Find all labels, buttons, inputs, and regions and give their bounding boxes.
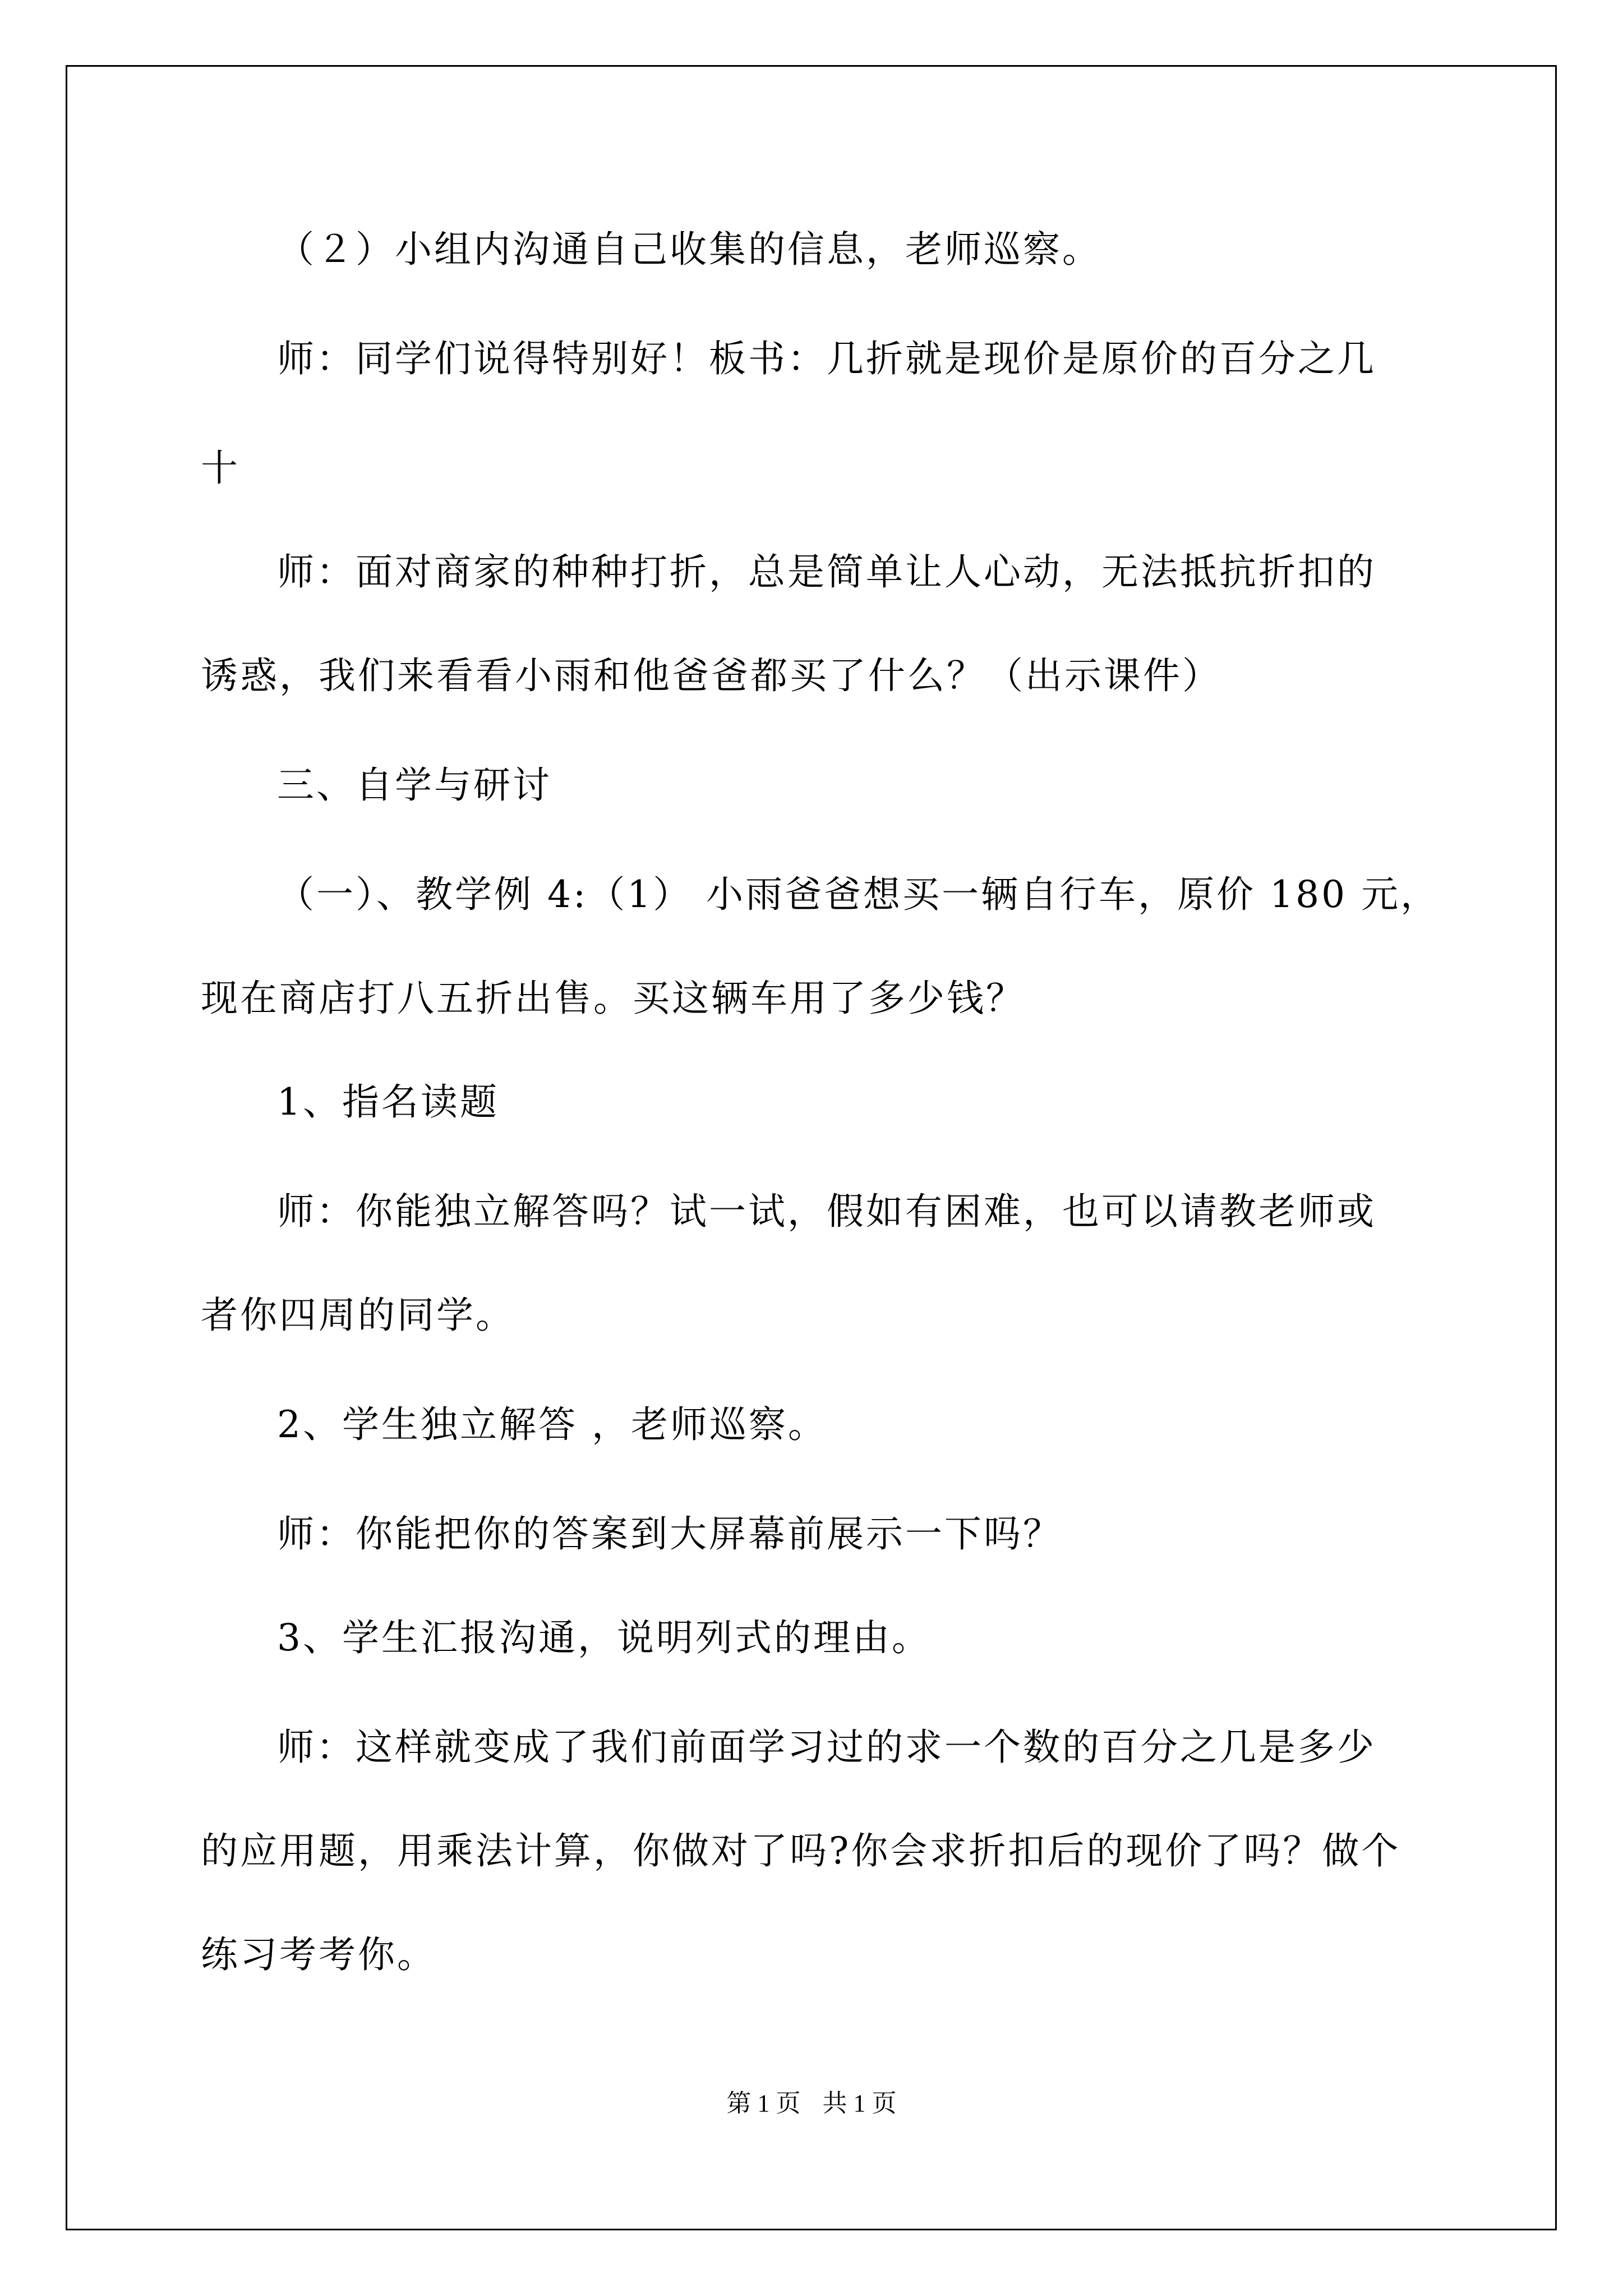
paragraph-line: 师：你能独立解答吗？试一试，假如有困难，也可以请教老师或 bbox=[277, 1190, 1376, 1233]
paragraph-line: 1、指名读题 bbox=[277, 1080, 499, 1124]
paragraph-line: 练习考考你。 bbox=[201, 1933, 436, 1976]
paragraph-line: 师：你能把你的答案到大屏幕前展示一下吗？ bbox=[277, 1512, 1062, 1556]
paragraph-line: 师：这样就变成了我们前面学习过的求一个数的百分之几是多少 bbox=[277, 1726, 1376, 1769]
paragraph-line: 的应用题，用乘法计算，你做对了吗?你会求折扣后的现价了吗？做个 bbox=[201, 1829, 1401, 1872]
paragraph-line: 师：同学们说得特别好！板书：几折就是现价是原价的百分之几 bbox=[277, 337, 1376, 380]
page-border bbox=[66, 65, 1557, 2230]
paragraph-line: 现在商店打八五折出售。买这辆车用了多少钱？ bbox=[201, 977, 1025, 1020]
page-number-total: 共 1 页 bbox=[822, 2090, 897, 2117]
paragraph-line: 十 bbox=[201, 447, 240, 490]
paragraph-line: （２）小组内沟通自己收集的信息，老师巡察。 bbox=[277, 228, 1101, 271]
paragraph-line: 三、自学与研讨 bbox=[277, 763, 552, 807]
paragraph-line: 师：面对商家的种种打折，总是简单让人心动，无法抵抗折扣的 bbox=[277, 550, 1376, 593]
paragraph-line: 者你四周的同学。 bbox=[201, 1294, 515, 1337]
page-footer bbox=[0, 2087, 1623, 2120]
paragraph-line: 3、学生汇报沟通，说明列式的理由。 bbox=[277, 1616, 931, 1659]
paragraph-line: 2、学生独立解答 ，老师巡察。 bbox=[277, 1403, 827, 1446]
paragraph-line: （一）、教学例 4:（1） 小雨爸爸想买一辆自行车，原价 180 元， bbox=[277, 873, 1440, 916]
page-number-current: 第 1 页 bbox=[726, 2090, 801, 2117]
paragraph-line: 诱惑，我们来看看小雨和他爸爸都买了什么？（出示课件） bbox=[201, 654, 1221, 697]
